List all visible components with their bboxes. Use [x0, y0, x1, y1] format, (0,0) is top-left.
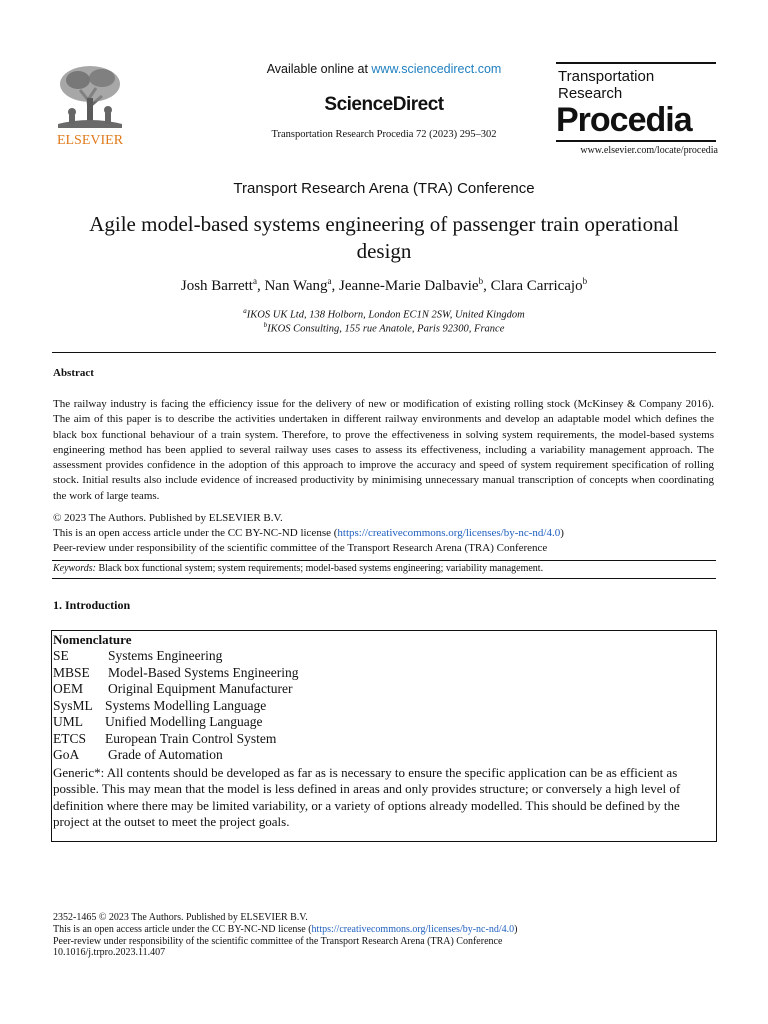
footer-doi[interactable]: 10.1016/j.trpro.2023.11.407 — [53, 947, 166, 959]
nomenclature-def: Original Equipment Manufacturer — [108, 681, 293, 696]
abstract-text: The railway industry is facing the efficiency issue for the delivery of new or modification of existing rolling stock (McKinsey & Company 2016). The aim of this paper is to describe the activities undertaken in different railway environments and develop an adaptable model which defines the black box functional behaviour of a train system. Therefore, to prove the effectiveness in solving system requirements, the model-based systems engineering method has been applied to several railway uses cases to assess its effectiveness, including a variability management approach. The assessment provides confidence in the adoption of this approach to improve the accuracy and speed of system requirement specification of rolling stock. Initial results also include evidence of increased productivity by minimising unnecessary manual transcription of concepts when coordinating the work of large teams. — [53, 398, 714, 502]
divider — [52, 560, 716, 561]
nomenclature-def: Unified Modelling Language — [105, 714, 263, 729]
nomenclature-row — [53, 714, 262, 730]
license-suffix: ) — [560, 527, 564, 539]
keywords — [53, 563, 714, 574]
divider — [52, 578, 716, 579]
footer-peer-review-line: Peer-review under responsibility of the scientific committee of the Transport Research Arena (TRA) Conference — [53, 935, 503, 947]
journal-logo — [556, 62, 716, 142]
conference-name: Transport Research Arena (TRA) Conference — [233, 180, 535, 197]
peer-review-line: Peer-review under responsibility of the scientific committee of the Transport Research Arena (TRA) Conference — [53, 542, 548, 554]
author-name: Jeanne-Marie Dalbavie — [339, 278, 479, 294]
author-name: Nan Wang — [264, 278, 328, 294]
footer-license-prefix: This is an open access article under the CC BY-NC-ND license ( — [53, 923, 312, 935]
author-list — [0, 276, 768, 295]
keywords-label: Keywords: — [53, 563, 96, 574]
affiliation — [0, 307, 768, 321]
available-prefix: Available online at — [266, 62, 372, 76]
footer-issn-line: 2352-1465 © 2023 The Authors. Published by ELSEVIER B.V. — [53, 912, 308, 923]
nomenclature-def: Systems Engineering — [108, 648, 223, 663]
nomenclature-def: Grade of Automation — [108, 747, 223, 762]
nomenclature-def: European Train Control System — [105, 731, 277, 746]
nomenclature-abbr: UML — [53, 714, 83, 729]
nomenclature-title: Nomenclature — [53, 632, 132, 647]
footer-license-line — [53, 924, 713, 936]
license-prefix: This is an open access article under the CC BY-NC-ND license ( — [53, 527, 338, 539]
affiliation — [0, 321, 768, 335]
nomenclature-abbr: SE — [53, 648, 69, 663]
nomenclature-row — [53, 698, 266, 714]
author-affiliation-mark: a — [327, 276, 332, 286]
sciencedirect-link[interactable]: www.sciencedirect.com — [371, 62, 502, 76]
author-separator: , — [256, 278, 265, 294]
sciencedirect-brand: ScienceDirect — [324, 94, 444, 115]
nomenclature-note: Generic*: All contents should be developed as far as is necessary to ensure the specific application can be as efficient as possible. This may mean that the model is less defined in areas and only provides structure; or conversely a high level of definition where there may be limited variability, or a variety of options already modelled. This should be defined by the project at the outset to meet the project goals. — [53, 765, 681, 830]
keywords-text: Black box functional system; system requirements; model-based systems engineering; variability management. — [95, 563, 544, 574]
abstract-heading: Abstract — [53, 367, 94, 379]
nomenclature-row — [53, 747, 223, 763]
nomenclature-abbr: MBSE — [53, 665, 90, 680]
nomenclature-abbr: ETCS — [53, 731, 87, 746]
nomenclature-abbr: GoA — [53, 747, 80, 762]
affiliation-text: IKOS UK Ltd, 138 Holborn, London EC1N 2SW, United Kingdom — [246, 309, 525, 321]
nomenclature-abbr: SysML — [53, 698, 93, 713]
license-link[interactable]: https://creativecommons.org/licenses/by-nc-nd/4.0 — [337, 527, 561, 539]
author-affiliation-mark: b — [582, 276, 588, 286]
paper-title: Agile model-based systems engineering of passenger train operational design — [89, 212, 679, 263]
footer-license-suffix: ) — [514, 923, 518, 935]
footer-license-link[interactable]: https://creativecommons.org/licenses/by-nc-nd/4.0 — [311, 923, 515, 935]
author-separator: , — [483, 278, 491, 294]
affiliation-text: IKOS Consulting, 155 rue Anatole, Paris 92300, France — [267, 323, 505, 335]
nomenclature-row — [53, 681, 292, 697]
author-separator: , — [331, 278, 340, 294]
author-name: Clara Carricajo — [490, 278, 583, 294]
affiliation-mark: b — [263, 321, 268, 329]
journal-reference: Transportation Research Procedia 72 (2023) 295–302 — [271, 129, 497, 140]
section-heading: 1. Introduction — [53, 598, 131, 612]
nomenclature-row — [53, 731, 276, 747]
journal-url[interactable]: www.elsevier.com/locate/procedia — [580, 145, 718, 156]
nomenclature-abbr: OEM — [53, 681, 83, 696]
affiliation-mark: a — [243, 307, 247, 315]
divider — [52, 352, 716, 353]
elsevier-logo-text: ELSEVIER — [56, 133, 124, 148]
journal-logo-line2: Research — [558, 85, 623, 102]
nomenclature-def: Systems Modelling Language — [105, 698, 267, 713]
author-affiliation-mark: a — [252, 276, 257, 286]
author-name: Josh Barrett — [180, 278, 253, 294]
nomenclature-row — [53, 665, 298, 681]
copyright-notice — [53, 511, 714, 556]
footer — [53, 912, 713, 959]
nomenclature-row — [53, 648, 222, 664]
license-line — [53, 526, 714, 541]
author-affiliation-mark: b — [478, 276, 484, 286]
journal-logo-line3: Procedia — [556, 101, 692, 139]
copyright-line: © 2023 The Authors. Published by ELSEVIER B.V. — [53, 512, 283, 524]
nomenclature-def: Model-Based Systems Engineering — [108, 665, 299, 680]
journal-logo-line1: Transportation — [558, 68, 655, 85]
